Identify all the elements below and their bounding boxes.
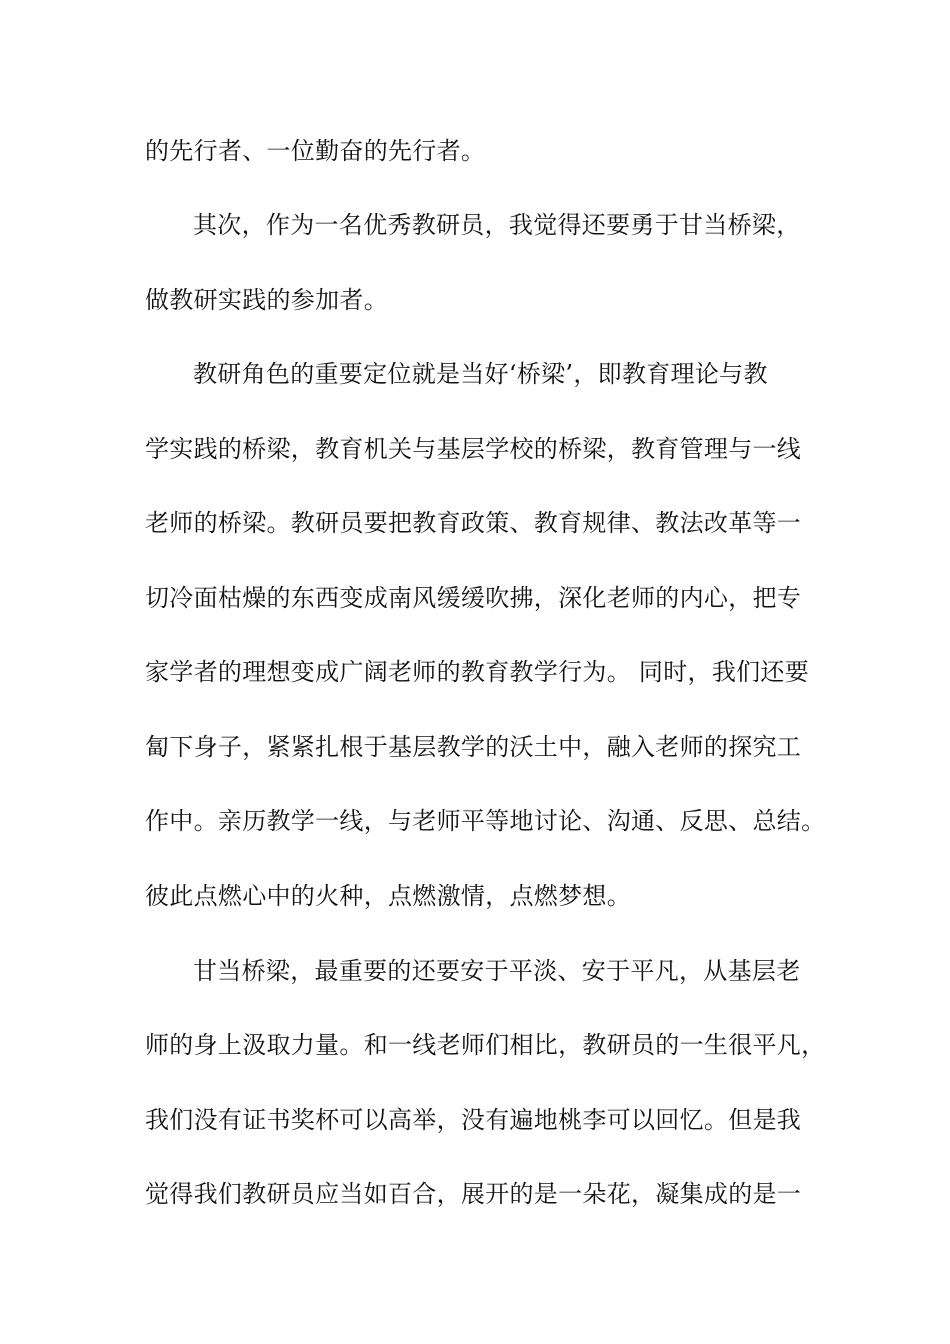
text-line-13: 师的身上汲取力量。和一线老师们相比，教研员的一生很平凡，: [145, 1031, 826, 1059]
text-line-6: 老师的桥梁。教研员要把教育政策、教育规律、教法改革等一: [145, 509, 802, 537]
text-line-1: 的先行者、一位勤奋的先行者。: [145, 137, 486, 165]
text-line-3: 做教研实践的参加者。: [145, 286, 388, 314]
text-line-14: 我们没有证书奖杯可以高举，没有遍地桃李可以回忆。但是我: [145, 1106, 802, 1134]
text-line-11: 彼此点燃心中的火种，点燃激情，点燃梦想。: [145, 882, 631, 910]
text-line-8: 家学者的理想变成广阔老师的教育教学行为。 同时，我们还要: [145, 658, 810, 686]
text-line-15: 觉得我们教研员应当如百合，展开的是一朵花，凝集成的是一: [145, 1180, 802, 1208]
text-line-12: 甘当桥梁，最重要的还要安于平淡、安于平凡，从基层老: [193, 957, 801, 985]
text-line-4: 教研角色的重要定位就是当好‘桥梁’，即教育理论与教: [193, 360, 768, 388]
text-line-5: 学实践的桥梁，教育机关与基层学校的桥梁，教育管理与一线: [145, 435, 802, 463]
text-line-10: 作中。亲历教学一线，与老师平等地讨论、沟通、反思、总结。: [145, 807, 826, 835]
text-line-9: 匐下身子，紧紧扎根于基层教学的沃土中，融入老师的探究工: [145, 733, 802, 761]
text-line-7: 切冷面枯燥的东西变成南风缓缓吹拂，深化老师的内心，把专: [145, 584, 802, 612]
text-line-2: 其次，作为一名优秀教研员，我觉得还要勇于甘当桥梁，: [193, 211, 801, 239]
